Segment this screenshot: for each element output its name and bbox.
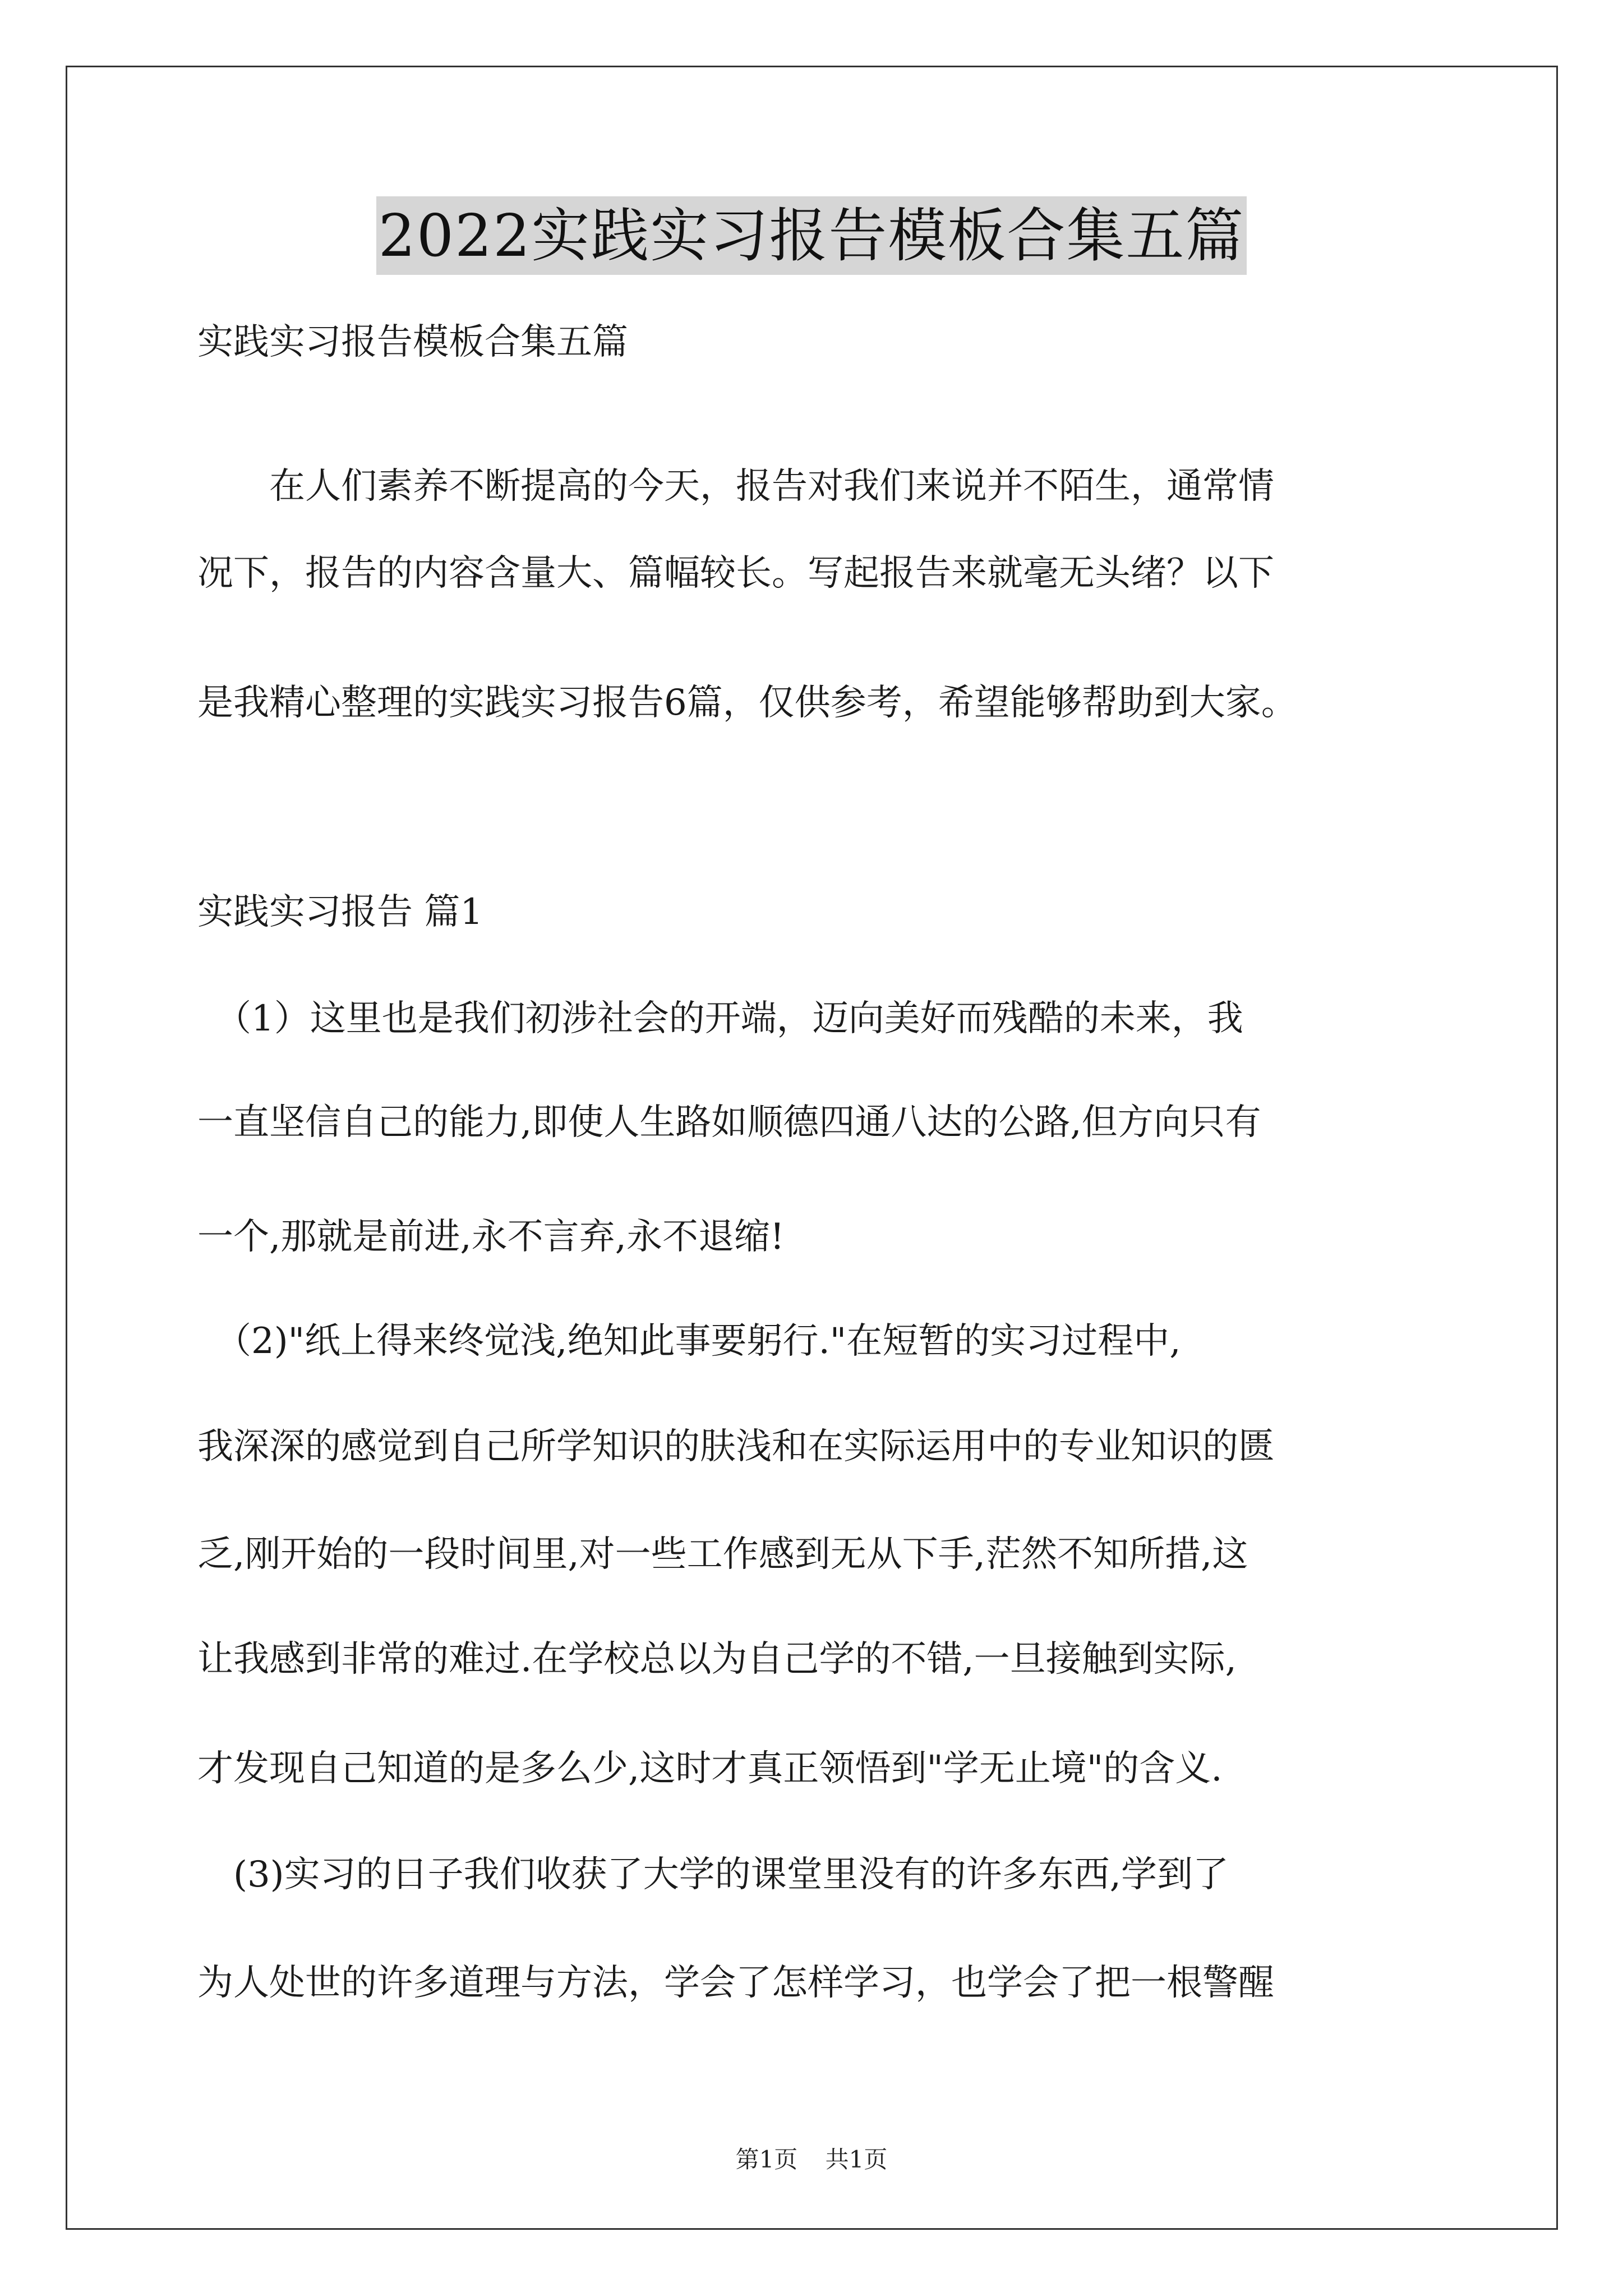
intro-line: 是我精心整理的实践实习报告6篇，仅供参考，希望能够帮助到大家。 — [197, 682, 1297, 724]
page-footer — [0, 2143, 1623, 2177]
page-number-total: 共1页 — [825, 2146, 888, 2173]
page-number-current: 第1页 — [735, 2146, 798, 2173]
body-line: 乏,刚开始的一段时间里,对一些工作感到无从下手,茫然不知所措,这 — [197, 1534, 1248, 1575]
page-border — [66, 66, 1558, 2230]
body-line: 我深深的感觉到自己所学知识的肤浅和在实际运用中的专业知识的匮 — [197, 1426, 1274, 1467]
intro-line: 在人们素养不断提高的今天，报告对我们来说并不陌生，通常情 — [197, 466, 1274, 507]
intro-line: 况下，报告的内容含量大、篇幅较长。写起报告来就毫无头绪？以下 — [197, 553, 1274, 594]
title-wrap — [0, 196, 1623, 275]
body-line: (3)实习的日子我们收获了大学的课堂里没有的许多东西,学到了 — [197, 1854, 1229, 1895]
body-line: 才发现自己知道的是多么少,这时才真正领悟到"学无止境"的含义. — [197, 1748, 1223, 1789]
body-line: 为人处世的许多道理与方法，学会了怎样学习，也学会了把一根警醒 — [197, 1962, 1274, 2004]
document-title: 2022实践实习报告模板合集五篇 — [376, 196, 1247, 275]
body-line: （1）这里也是我们初涉社会的开端，迈向美好而残酷的未来，我 — [197, 998, 1243, 1039]
body-line: 一直坚信自己的能力,即使人生路如顺德四通八达的公路,但方向只有 — [197, 1102, 1261, 1143]
body-line: （2)"纸上得来终觉浅,绝知此事要躬行."在短暂的实习过程中, — [197, 1320, 1181, 1362]
body-line: 一个,那就是前进,永不言弃,永不退缩! — [197, 1216, 785, 1258]
section-heading: 实践实习报告 篇1 — [197, 891, 483, 933]
body-line: 让我感到非常的难过.在学校总以为自己学的不错,一旦接触到实际, — [197, 1639, 1237, 1680]
document-subtitle: 实践实习报告模板合集五篇 — [197, 321, 628, 363]
